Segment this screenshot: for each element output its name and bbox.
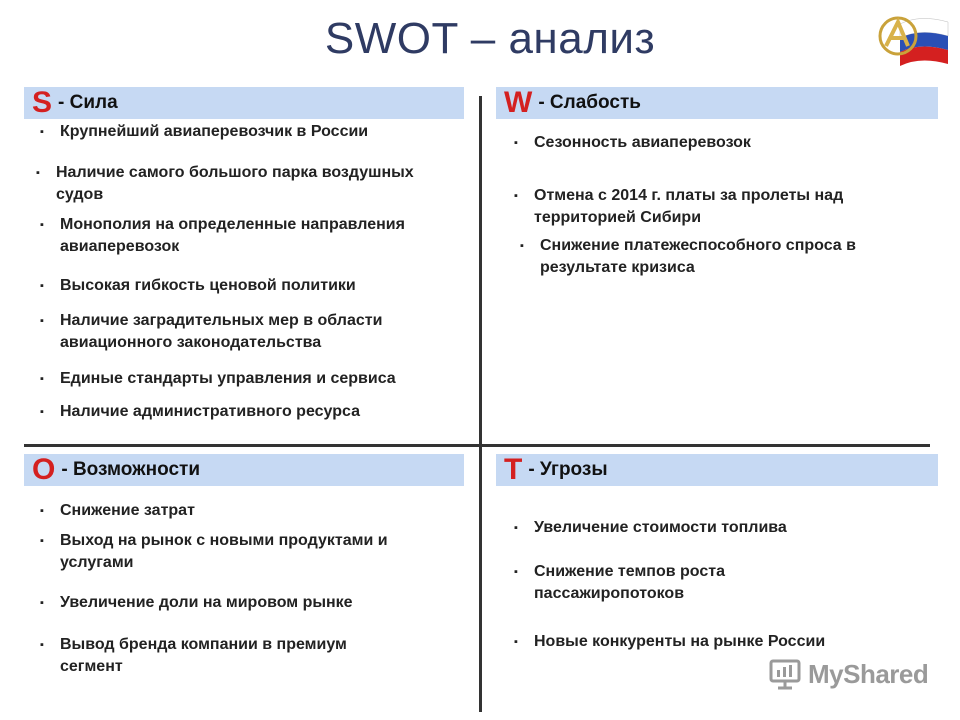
list-item-text: результате кризиса: [540, 259, 695, 276]
list-item-text: сегмент: [60, 658, 123, 675]
list-item-text: Наличие административного ресурса: [60, 403, 360, 420]
bullet-icon: ▪: [40, 597, 44, 609]
quadrant-label: - Возможности: [61, 459, 201, 480]
list-item-text: Монополия на определенные направления: [60, 216, 405, 233]
list-item-text: Наличие самого большого парка воздушных: [56, 164, 414, 181]
list-item-text: Отмена с 2014 г. платы за пролеты над: [534, 187, 844, 204]
bullet-icon: ▪: [514, 522, 518, 534]
list-item-text: судов: [56, 186, 104, 203]
list-item-text: Снижение платежеспособного спроса в: [540, 237, 856, 254]
bullet-icon: ▪: [40, 315, 44, 327]
presentation-board-icon: [768, 657, 802, 691]
list-item-text: Новые конкуренты на рынке России: [534, 633, 826, 650]
bullet-icon: ▪: [40, 373, 44, 385]
list-item-text: Единые стандарты управления и сервиса: [60, 370, 396, 387]
bullet-icon: ▪: [40, 280, 44, 292]
horizontal-divider: [24, 444, 930, 447]
quadrant-header-strengths: [24, 87, 464, 119]
list-item-text: Наличие заградительных мер в области: [60, 312, 383, 329]
list-item-text: Вывод бренда компании в премиум: [60, 636, 347, 653]
quadrant-label: - Угрозы: [528, 459, 608, 480]
list-item-text: услугами: [60, 554, 134, 571]
list-item-text: пассажиропотоков: [534, 585, 685, 602]
list-item-text: Снижение затрат: [60, 502, 195, 519]
bullet-icon: ▪: [40, 406, 44, 418]
bullet-icon: ▪: [514, 137, 518, 149]
bullet-icon: ▪: [514, 190, 518, 202]
quadrant-letter: W: [504, 86, 533, 119]
list-item-text: Сезонность авиаперевозок: [534, 134, 751, 151]
list-item-text: Увеличение доли на мировом рынке: [60, 594, 353, 611]
watermark-text: MyShared: [808, 658, 929, 689]
quadrant-letter: O: [32, 453, 56, 486]
quadrant-header-opportunities: [24, 454, 464, 486]
list-item-text: Снижение темпов роста: [534, 563, 725, 580]
list-item-text: Высокая гибкость ценовой политики: [60, 277, 356, 294]
quadrant-letter: T: [504, 453, 523, 486]
list-item-text: Выход на рынок с новыми продуктами и: [60, 532, 388, 549]
list-item-text: территорией Сибири: [534, 209, 702, 226]
quadrant-header-weaknesses: [496, 87, 938, 119]
bullet-icon: ▪: [520, 240, 524, 252]
vertical-divider: [479, 96, 482, 712]
quadrant-letter: S: [32, 86, 53, 119]
quadrant-label: - Слабость: [538, 92, 641, 113]
quadrant-header-threats: [496, 454, 938, 486]
quadrant-label: - Сила: [58, 92, 118, 113]
flag-logo-icon: [872, 6, 952, 70]
bullet-icon: ▪: [40, 639, 44, 651]
list-item-text: Увеличение стоимости топлива: [534, 519, 787, 536]
watermark: [768, 654, 928, 694]
bullet-icon: ▪: [514, 636, 518, 648]
bullet-icon: ▪: [36, 167, 40, 179]
bullet-icon: ▪: [40, 505, 44, 517]
list-item-text: авиационного законодательства: [60, 334, 322, 351]
bullet-icon: ▪: [40, 126, 44, 138]
bullet-icon: ▪: [40, 535, 44, 547]
list-item-text: авиаперевозок: [60, 238, 180, 255]
page-title: SWOT – анализ: [324, 14, 656, 63]
bullet-icon: ▪: [514, 566, 518, 578]
list-item-text: Крупнейший авиаперевозчик в России: [60, 123, 369, 140]
bullet-icon: ▪: [40, 219, 44, 231]
